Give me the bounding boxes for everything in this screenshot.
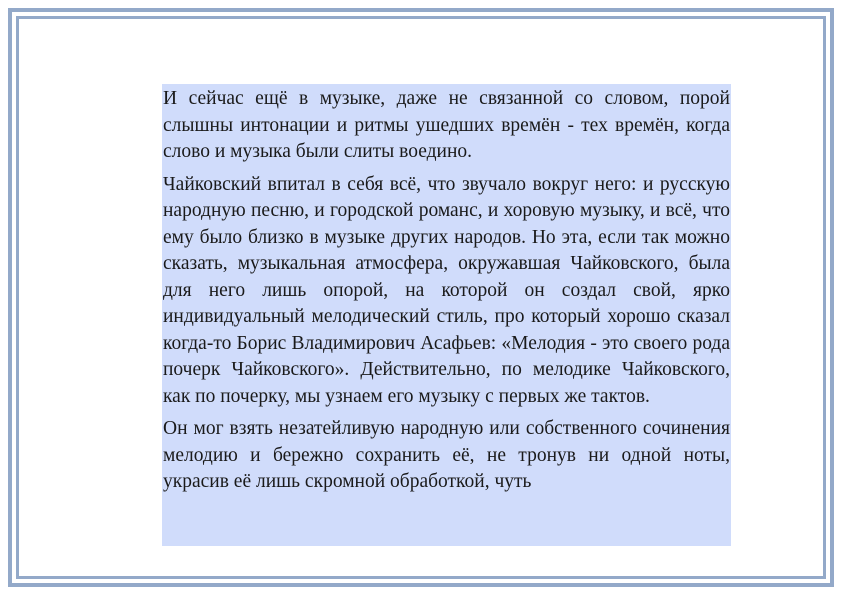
paragraph-3: Он мог взять незатейливую народную или собственного сочинения мелодию и бережно сохранить её, не тронув ни одной ноты, украсив её лишь скромной обработкой, чуть [163,418,730,492]
paragraph-1: И сейчас ещё в музыке, даже не связанной со словом, порой слышны интонации и ритмы ушедших времён - тех времён, когда слово и музыка были слиты воедино. [163,88,730,162]
paragraph-2: Чайковский впитал в себя всё, что звучало вокруг него: и русскую народную песню, и городской романс, и хоровую музыку, и всё, что ему было близко в музыке других народов. Но эта, если так можно сказать, музыкальная атмосфера, окружавшая Чайковского, была для него лишь опорой, на которой он создал свой, ярко индивидуальный мелодический стиль, про который хорошо сказал когда-то Борис Владимирович Асафьев: «Мелодия - это своего рода почерк Чайковского». Действительно, по мелодике Чайковского, как по почерку, мы узнаем его музыку с первых же тактов. [163,173,730,407]
text-box [162,84,731,546]
